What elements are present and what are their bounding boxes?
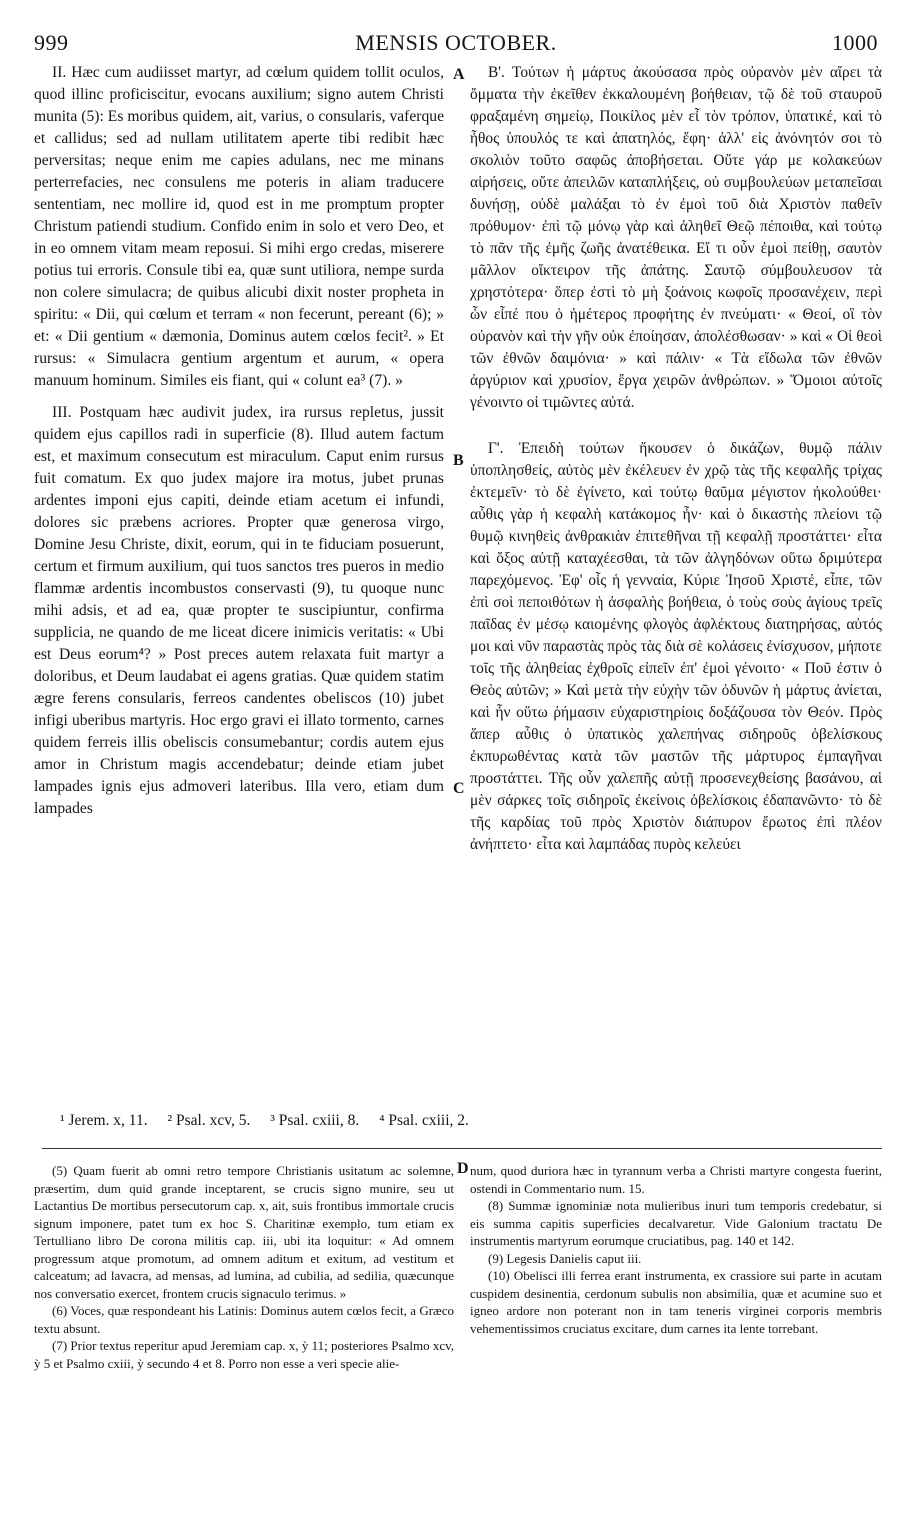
footnote-7-continued: num, quod duriora hæc in tyrannum verba a Christi martyre congesta fuerint, ostendi in Commentario num. 15. <box>470 1163 882 1196</box>
greek-column <box>470 62 882 856</box>
footnote-7: (7) Prior textus reperitur apud Jeremiam cap. x, ỳ 11; posteriores Psalmo xcv, ỳ 5 et Psalmo cxiii, ỳ secundo 4 et 8. Porro non esse a veri specie alie- <box>34 1338 454 1371</box>
page-number-right: 1000 <box>832 30 878 55</box>
page-number-left: 999 <box>34 30 69 55</box>
scripture-ref: ² Psal. xcv, 5. <box>167 1112 251 1129</box>
scripture-ref: ¹ Jerem. x, 11. <box>60 1112 148 1129</box>
footnote-10: (10) Obelisci illi ferrea erant instrumenta, ex crassiore sui parte in acutam cuspidem desinentia, cerdonum subulis non absimilia, quæ et acumine suo et igneo ardore non poterant non in tam teneris virginei corporis membris vehementissimos cruciatus excitare, dum carnes ita lente torrebant. <box>470 1268 882 1336</box>
footnote-6: (6) Voces, quæ respondeant his Latinis: Dominus autem cœlos fecit, a Græco textu absunt. <box>34 1303 454 1336</box>
page-header <box>34 30 878 58</box>
footnotes-right <box>470 1162 882 1337</box>
scripture-ref: ⁴ Psal. cxiii, 2. <box>379 1112 469 1129</box>
footnote-9: (9) Legesis Danielis caput iii. <box>488 1250 642 1266</box>
scripture-ref: ³ Psal. cxiii, 8. <box>270 1112 360 1129</box>
greek-paragraph-3: Γ'. Ἐπειδὴ τούτων ἤκουσεν ὁ δικάζων, θυμῷ πάλιν ὑποπλησθείς, αὐτὸς μὲν ἐκέλευεν ἐν χρῷ τὰς τῆς κεφαλῆς τρίχας ἐκτεμεῖν· τὸ δὲ ἐγίνετο, καὶ τούτῳ θαῦμα μέγιστον ἠκολούθει· αὖθις γὰρ ἡ κεφαλὴ κατάκομος ἦν· καὶ ὁ δικαστὴς πλείονι τῷ θυμῷ κινηθεὶς ἀνθρακιὰν ἐπιτεθῆναι τῇ κεφαλῇ προστάττει· εἶτα καὶ ὄξος αὐτῇ καταχέεσθαι, τὰ τῶν ἀλγηδόνων οὕτω δριμύτερα παρεχόμενος. Ἐφ' οἷς ἡ γενναία, Κύριε Ἰησοῦ Χριστέ, εἶπε, τῶν ἐπὶ σοὶ πεποιθότων ἡ ἀσφαλὴς βοήθεια, ὁ τοὺς σοὺς ἁγίους τρεῖς παῖδας ἐν μέσῳ καιομένης φλογὸς ἀφλέκτους διατηρήσας, αὐτός μοι καὶ νῦν παραστὰς πρὸς τὰς διὰ σὲ κολάσεις ἐνίσχυσον, μήποτε τοῖς τῆς ἀληθείας ἐχθροῖς εἰπεῖν ἐπ' ἐμοὶ γένοιτο· « Ποῦ ἐστιν ὁ Θεὸς αὐτῶν; » Καὶ μετὰ τὴν εὐχὴν τῶν ὀδυνῶν ἡ μάρτυς ἀνίεται, καὶ ἦν οὕτω ῥήμασιν εὐχαριστηρίοις δοξάζουσα τὸν Θεόν. Πρὸς ἅπερ αὖθις ὁ ὑπατικὸς χαλεπήνας σιδηροῦς ὀβελίσκους ἐκπυρωθέντας κατὰ τῶν μαστῶν τῆς μάρτυρος ἐμπαγῆναι προστάττει. Τῆς οὖν χαλεπῆς αὐτῇ προσενεχθείσης βασάνου, αἱ μὲν σάρκες τοῖς σιδηροῖς ἐκείνοις ὀβελίσκοις ἐδαπανῶντο· τὸ δὲ τῆς καρδίας τοῦ πρὸς Χριστὸν διάπυρον ἔρωτος ἐπὶ πλέον ἀνήπτετο· εἶτα καὶ λαμπάδας πυρὸς κελεύει <box>470 440 882 853</box>
footnote-8: (8) Summæ ignominiæ nota mulieribus inuri tum temporis credebatur, si eis summa capitis superficies decalvaretur. Vide Galonium tractatu De instrumentis martyrum eorumque cruciatibus, pag. 140 et 142. <box>470 1198 882 1248</box>
footnote-divider <box>42 1148 882 1149</box>
margin-letter-c: C <box>453 780 465 797</box>
margin-letter-a: A <box>453 66 465 83</box>
footnotes-left <box>34 1162 454 1372</box>
latin-paragraph-2: II. Hæc cum audiisset martyr, ad cœlum quidem tollit oculos, quod illinc proficiscitur, evocans auxilium; signo autem Christi munita (5): Es moribus quidem, ait, varius, o consularis, vaferque et callidus; sed ad nullam utilitatem aperte tibi redibit hæc perversitas; neque enim me capies adulans, nec me minans perterrefacies, nec consulens me poteris in aliam traducere sententiam, nec mollire id, quod est in me promptum propter Christum patiendi studium. Confido enim in solo et vero Deo, et in eo omnem vitam meam reposui. Si mihi ergo credas, miserere potius tui erroris. Consule tibi ea, quæ sunt utiliora, nempe surda non colere simulacra; de quibus alicubi dixit noster propheta in spiritu: « Dii, qui cœlum et terram « non fecerunt, pereant (6); » et: « Dii gentium « dæmonia, Dominus autem cœlos fecit². » Et rursus: « Simulacra gentium argentum et aurum, « opera manuum hominum. Similes eis fiant, qui « colunt ea³ (7). » <box>34 64 444 389</box>
margin-letter-d: D <box>457 1160 469 1177</box>
scripture-references <box>60 1112 860 1130</box>
latin-column <box>34 62 444 820</box>
margin-letter-b: B <box>453 452 464 469</box>
latin-paragraph-3: III. Postquam hæc audivit judex, ira rursus repletus, jussit quidem ejus capillos radi in superficie (8). Illud autem factum est, et maximum consecutum est miraculum. Caput enim rursus fuit comatum. Ex quo judex majore ira motus, jubet prunas ardentes imponi ejus capiti, deinde etiam acetum ei infundi, dolores sic præbens acriores. Propter quæ generosa virgo, Domine Jesu Christe, dixit, eorum, qui in te fiduciam posuerunt, certum et firmum auxilium, qui tuos sanctos tres pueros in medio flammæ ardentis incombustos conservasti (9), tu quoque nunc mihi adsis, et ad ea, quæ propter te suscipiuntur, confirma supplicia, ne quando de me liceat dicere inimicis veritatis: « Ubi est Deus eorum⁴? » Post preces autem relaxata fuit martyr a doloribus, et Deum laudabat ei agens gratias. Quæ quidem statim ægre ferens consularis, ferreos candentes obeliscos (10) jubet infigi uberibus martyris. Hoc ergo gravi ei illato tormento, carnes quidem ferreis illis obeliscis consumebantur; cordis autem ejus amor in Christum magis accendebatur; deinde etiam jubet lampades ignis ejus admoveri lateribus. Illa vero, etiam dum lampades <box>34 404 444 817</box>
greek-paragraph-2: Β'. Τούτων ἡ μάρτυς ἀκούσασα πρὸς οὐρανὸν μὲν αἴρει τὰ ὄμματα τὴν ἐκεῖθεν ἐκκαλουμένη βοήθειαν, τῷ δὲ τοῦ σταυροῦ φραξαμένη σημείῳ, Ποικίλος μὲν εἶ τὸν τρόπον, ὑπατικέ, καὶ τὸ ἦθος ὑπουλός τε καὶ ἀπατηλός, ἔφη· ἀλλ' εἰς ἀνόνητόν σοι τὸ σκολιὸν τοῦτο σαφῶς ἀποβήσεται. Οὔτε γάρ με κολακεύων αἱρήσεις, οὔτε ἀπειλῶν καταπλήξεις, οὐ συμβουλεύων μεταπεῖσαι δυνήσῃ, οὐδὲ μαλάξαι τὸ ἐν ἐμοὶ τοῦ διὰ Χριστὸν παθεῖν πρόθυμον· ἐπὶ τῷ μόνῳ γὰρ καὶ ἀληθεῖ Θεῷ πέποιθα, καὶ τούτῳ τὸ πᾶν τῆς ἐμῆς ζωῆς ἀνατέθεικα. Εἴ τι οὖν ἐμοὶ πείθῃ, σαυτὸν μᾶλλον οἴκτειρον τῆς ἀπάτης. Σαυτῷ σύμβουλευσον τὰ χρηστότερα· ὅπερ ἐστὶ τὸ μὴ ξοάνοις κωφοῖς προσανέχειν, περὶ ὧν εἶπέ που ὁ ἡμέτερος προφήτης ἐν πνεύματι· « Θεοί, οἳ τὸν οὐρανὸν καὶ τὴν γῆν οὐκ ἐποίησαν, ἀπολέσθωσαν· » καὶ « Οἱ θεοὶ τῶν ἐθνῶν δαιμόνια· » καὶ πάλιν· « Τὰ εἴδωλα τῶν ἐθνῶν ἀργύριον καὶ χρυσίον, ἔργα χειρῶν ἀνθρώπων. » Ὅμοιοι αὐτοῖς γένοιντο οἱ τιμῶντες αὐτά. <box>470 64 882 411</box>
footnote-5: (5) Quam fuerit ab omni retro tempore Christianis usitatum ac solemne, præsertim, dum quid grande inceptarent, se crucis signo munire, seu ut Lactantius De mortibus persecutorum cap. x, ait, suis frontibus immortale crucis signum imponere, patet tum ex hoc S. Charitinæ exemplo, tum etiam ex Tertulliano libro De corona militis cap. iii, ubi ita loquitur: « Ad omnem progressum atque promotum, ad omnem aditum et exitum, ad vestitum et calceatum; ad lavacra, ad mensas, ad lumina, ad cubilia, ad sedilia, quæcunque nos conversatio exercet, frontem crucis signaculo terimus. » <box>34 1163 454 1301</box>
running-title: MENSIS OCTOBER. <box>355 30 557 55</box>
